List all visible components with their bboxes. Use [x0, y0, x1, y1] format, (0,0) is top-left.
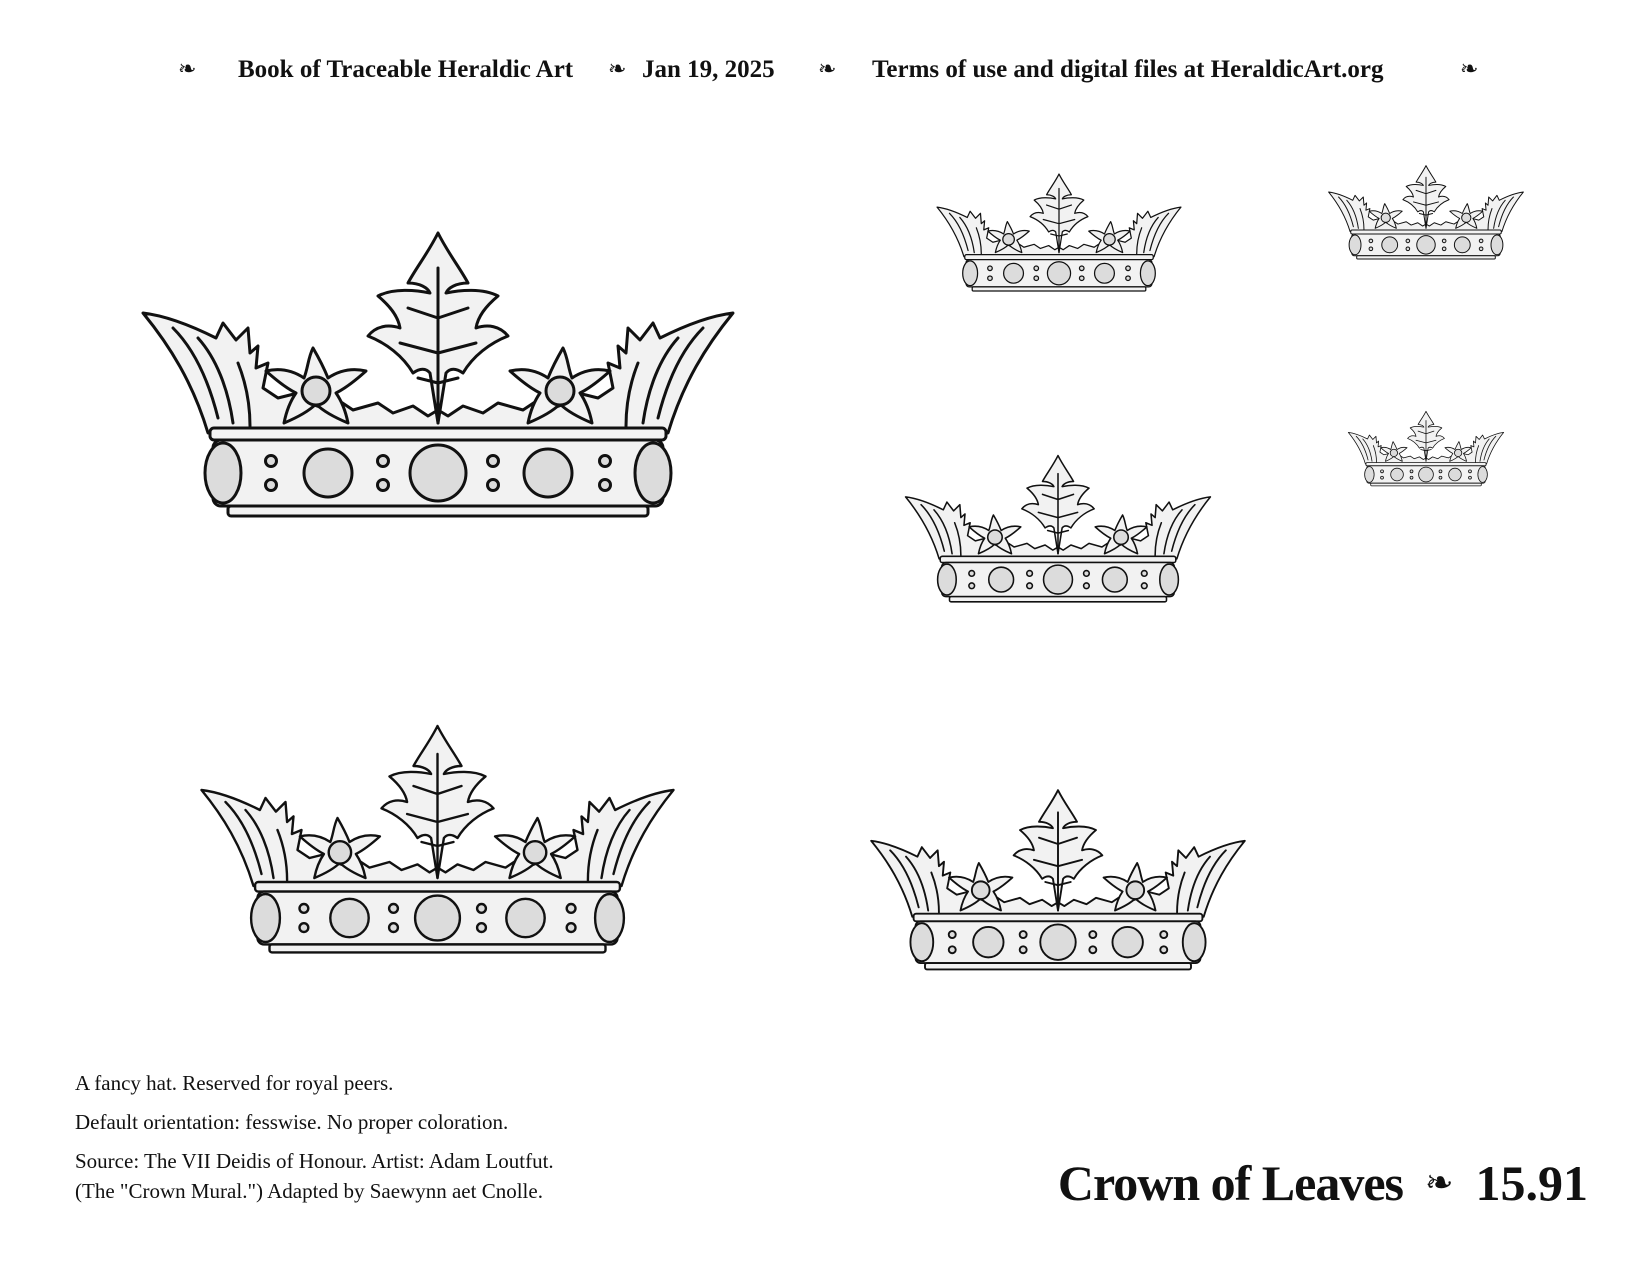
fleuron-icon: ❧ [818, 56, 837, 81]
plate-title-block [1058, 1148, 1588, 1218]
crown-illustration-medium [197, 722, 678, 962]
crown-illustration-large [135, 228, 741, 528]
crown-illustration-small-middle [903, 453, 1213, 608]
header-date: Jan 19, 2025 [642, 56, 775, 83]
crown-illustration-tiny-bottom [1347, 410, 1505, 489]
crown-illustration-tiny-top [1327, 164, 1525, 263]
fleuron-icon: ❧ [1460, 56, 1479, 81]
fleuron-icon: ❧ [608, 56, 627, 81]
page-header [0, 56, 1650, 96]
book-title: Book of Traceable Heraldic Art [238, 56, 574, 83]
plate-number: 15.91 [1475, 1155, 1588, 1211]
fleuron-icon: ❧ [178, 56, 197, 81]
description-line-4: (The "Crown Mural.") Adapted by Saewynn aet Cnolle. [75, 1179, 543, 1203]
terms-link[interactable]: Terms of use and digital files at HeraldicArt.org [872, 56, 1384, 83]
description-line-1: A fancy hat. Reserved for royal peers. [75, 1071, 394, 1095]
description-line-2: Default orientation: fesswise. No proper coloration. [75, 1110, 509, 1134]
description-line-3: Source: The VII Deidis of Honour. Artist: Adam Loutfut. [75, 1149, 554, 1173]
crown-illustration-small-top [935, 172, 1183, 296]
plate-title: Crown of Leaves [1057, 1155, 1403, 1211]
crown-illustration-medium-right [868, 787, 1248, 977]
fleuron-icon: ❧ [1425, 1165, 1454, 1202]
